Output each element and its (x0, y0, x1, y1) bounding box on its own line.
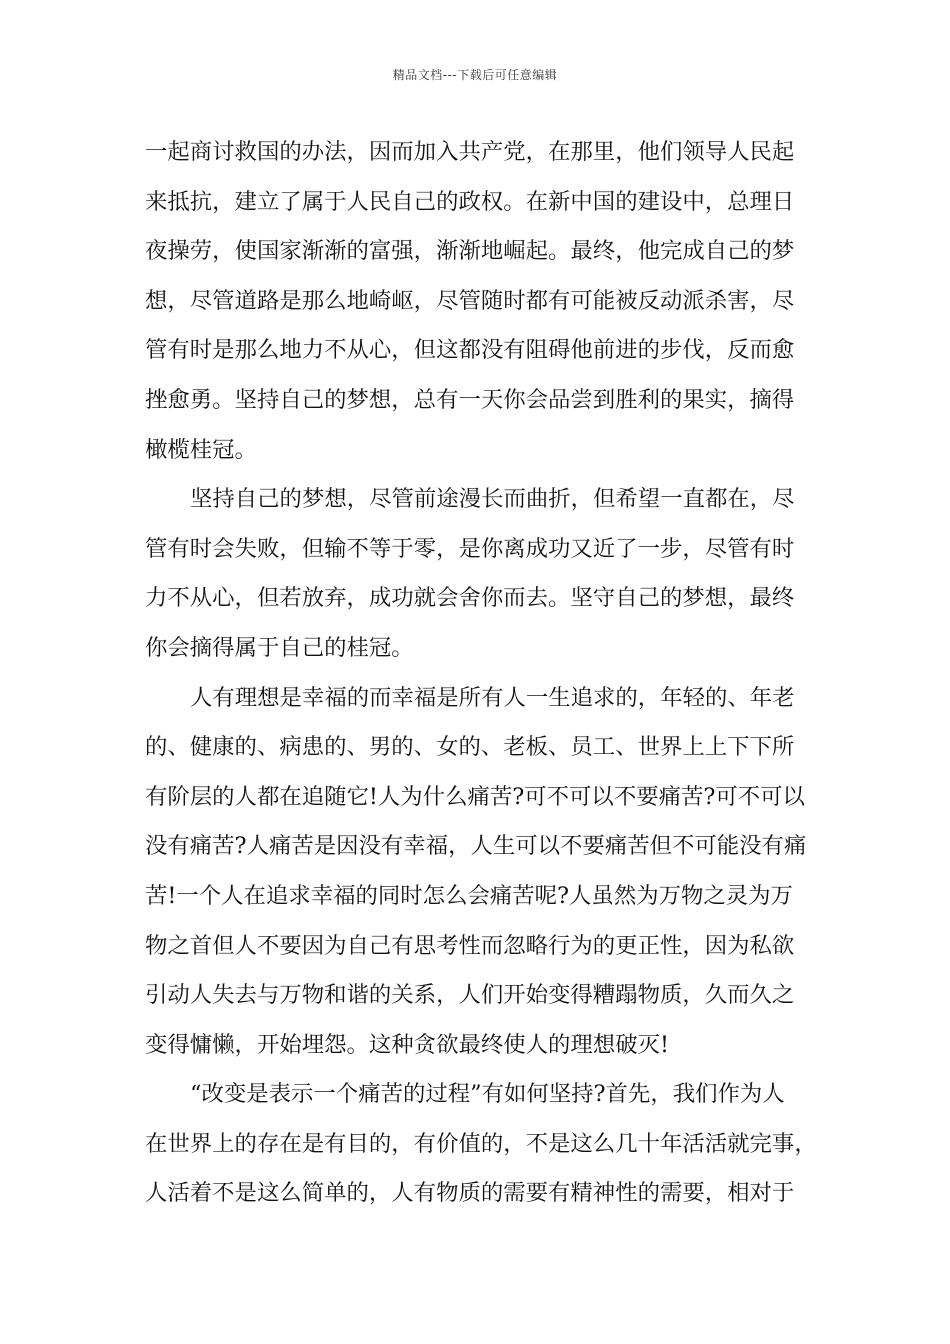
page-header: 精品文档---下载后可任意编辑 (392, 68, 558, 82)
text-line: 管有时是那么地力不从心，但这都没有阻碍他前进的步伐，反而愈 (145, 337, 795, 364)
text-line: 一起商讨救国的办法，因而加入共产党，在那里，他们领导人民起 (145, 139, 795, 165)
text-line: 在世界上的存在是有目的，有价值的，不是这么几十年活活就完事， (145, 1130, 817, 1157)
text-line: 管有时会失败，但输不等于零，是你离成功又近了一步，尽管有时 (145, 535, 795, 562)
text-line: 有阶层的人都在追随它!人为什么痛苦?可不可以不要痛苦?可不可以 (145, 783, 805, 810)
text-line: 你会摘得属于自己的桂冠。 (145, 634, 414, 661)
text-line: 变得慵懒，开始埋怨。这种贪欲最终使人的理想破灭! (145, 1031, 669, 1058)
text-line: 力不从心，但若放弃，成功就会舍你而去。坚守自己的梦想，最终 (145, 585, 795, 612)
text-line: 没有痛苦?人痛苦是因没有幸福，人生可以不要痛苦但不可能没有痛 (145, 833, 807, 860)
text-line: 人活着不是这么简单的，人有物质的需要有精神性的需要，相对于 (145, 1180, 795, 1207)
text-line: 橄榄桂冠。 (145, 436, 257, 463)
text-line: “改变是表示一个痛苦的过程”有如何坚持?首先，我们作为人 (190, 1081, 785, 1108)
document-body (145, 132, 823, 1223)
text-line: 苦!一个人在追求幸福的同时怎么会痛苦呢?人虽然为万物之灵为万 (145, 882, 793, 909)
text-line: 人有理想是幸福的而幸福是所有人一生追求的，年轻的、年老 (190, 684, 795, 711)
text-line: 物之首但人不要因为自己有思考性而忽略行为的更正性，因为私欲 (145, 932, 795, 959)
text-line: 想，尽管道路是那么地崎岖，尽管随时都有可能被反动派杀害，尽 (145, 287, 795, 314)
text-line: 坚持自己的梦想，尽管前途漫长而曲折，但希望一直都在，尽 (190, 486, 795, 513)
text-line: 夜操劳，使国家渐渐的富强，渐渐地崛起。最终，他完成自己的梦 (145, 238, 795, 265)
text-line: 的、健康的、病患的、男的、女的、老板、员工、世界上上下下所 (145, 734, 795, 761)
text-line: 挫愈勇。坚持自己的梦想，总有一天你会品尝到胜利的果实，摘得 (145, 386, 795, 413)
text-line: 来抵抗，建立了属于人民自己的政权。在新中国的建设中，总理日 (145, 188, 795, 215)
text-line: 引动人失去与万物和谐的关系，人们开始变得糟蹋物质，久而久之 (145, 982, 795, 1009)
